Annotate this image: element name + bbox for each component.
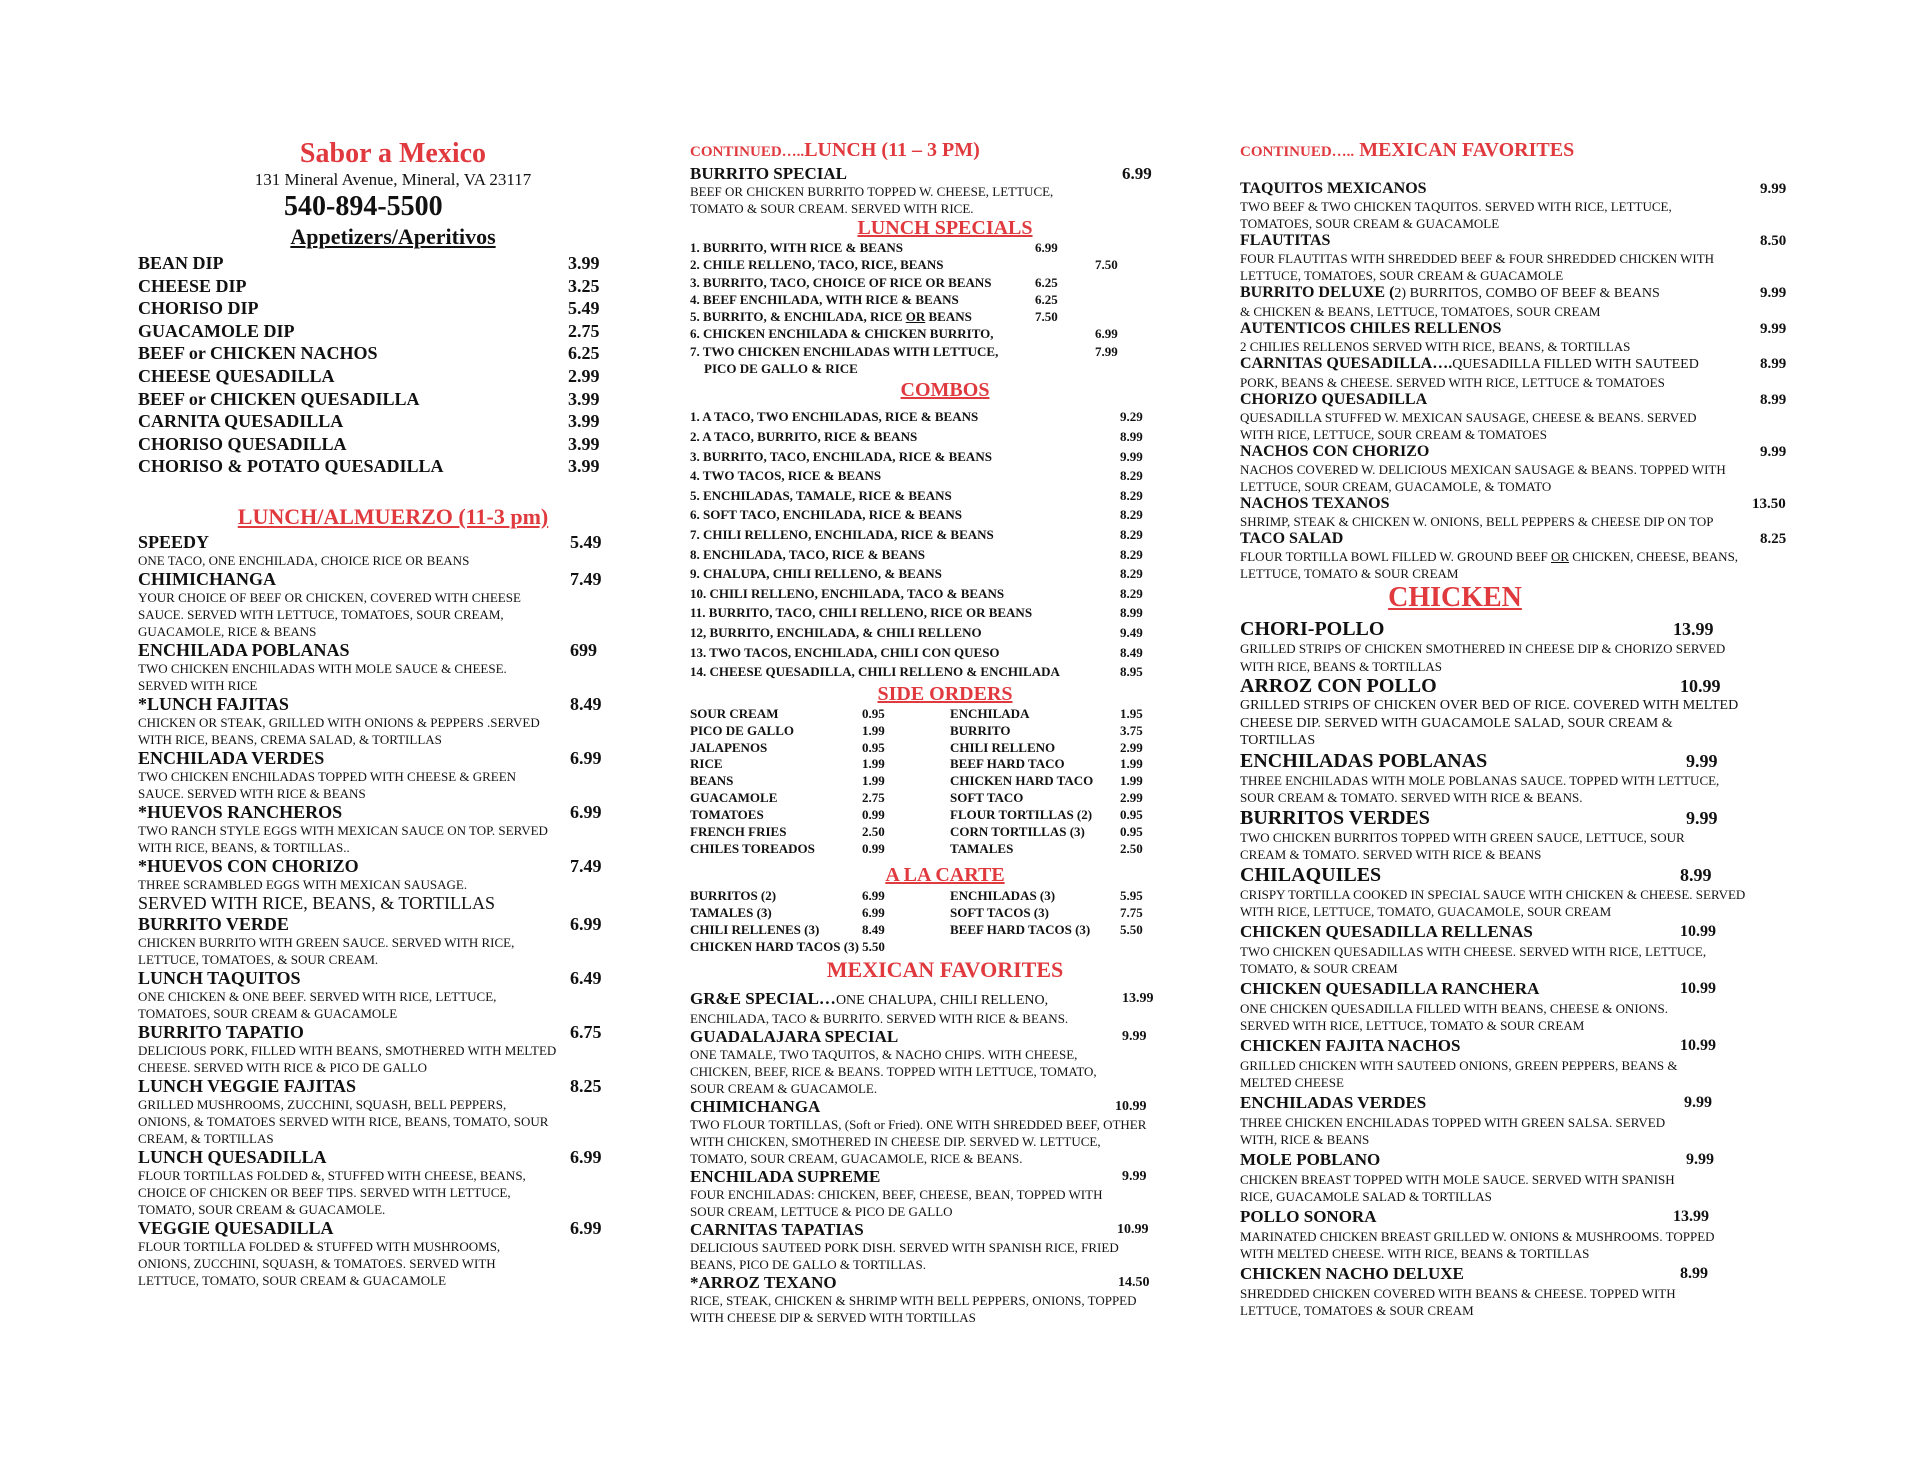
side-order-row: RICE 1.99 BEEF HARD TACO 1.99: [690, 756, 1143, 772]
combo-item: 6. SOFT TACO, ENCHILADA, RICE & BEANS 8.29: [690, 507, 1143, 523]
lunch-item: SPEEDY 5.49 ONE TACO, ONE ENCHILADA, CHOICE RICE OR BEANS: [138, 531, 602, 568]
favorite-item: GR&E SPECIAL…ONE CHALUPA, CHILI RELLENO, 13.99 ENCHILADA, TACO & BURRITO. SERVED WITH RICE & BEANS.: [690, 989, 1154, 1027]
menu-column-3: [1240, 138, 1790, 1320]
a-la-carte-title: A LA CARTE: [885, 863, 1005, 886]
a-la-carte-list: [690, 888, 1160, 956]
lunch-specials-list: [690, 239, 1160, 377]
menu-column-2: [690, 138, 1160, 1326]
lunch-item: BURRITO TAPATIO 6.75 DELICIOUS PORK, FILLED WITH BEANS, SMOTHERED WITH MELTED CHEESE. SERVED WITH RICE & PICO DE GALLO: [138, 1021, 602, 1075]
favorite-item: ENCHILADA SUPREME 9.99 FOUR ENCHILADAS: CHICKEN, BEEF, CHEESE, BEAN, TOPPED WITH SOUR CREAM, LETTUCE & PICO DE GALLO: [690, 1167, 1147, 1220]
lunch-special-item: 7. TWO CHICKEN ENCHILADAS WITH LETTUCE, 7.99: [690, 343, 1118, 359]
lunch-item: *LUNCH FAJITAS 8.49 CHICKEN OR STEAK, GRILLED WITH ONIONS & PEPPERS .SERVED WITH RICE, BEANS, CREMA SALAD, & TORTILLAS: [138, 693, 602, 747]
side-order-row: JALAPENOS 0.95 CHILI RELLENO 2.99: [690, 739, 1143, 755]
lunch-title: LUNCH/ALMUERZO (11-3 pm): [237, 503, 549, 529]
lunch-item: ENCHILADA POBLANAS 699 TWO CHICKEN ENCHILADAS WITH MOLE SAUCE & CHEESE. SERVED WITH RICE: [138, 639, 597, 693]
appetizer-item: CHORISO & POTATO QUESADILLA 3.99: [138, 456, 600, 477]
chicken-item: CHICKEN NACHO DELUXE 8.99 SHREDDED CHICKEN COVERED WITH BEANS & CHEESE. TOPPED WITH LETTUCE, TOMATOES & SOUR CREAM: [1240, 1263, 1708, 1318]
appetizers-title: Appetizers/Aperitivos: [290, 224, 496, 249]
appetizer-item: GUACAMOLE DIP 2.75: [138, 320, 600, 341]
a-la-carte-row: CHICKEN HARD TACOS (3) 5.50: [690, 938, 885, 954]
side-order-row: TOMATOES 0.99 FLOUR TORTILLAS (2) 0.95: [690, 807, 1143, 823]
lunch-specials-title: LUNCH SPECIALS: [857, 217, 1033, 239]
favorite-item: CHIMICHANGA 10.99 TWO FLOUR TORTILLAS, (Soft or Fried). ONE WITH SHREDDED BEEF, OTHER WITH CHICKEN, SMOTHERED IN CHEESE DIP. SERVED W. LETTUCE, TOMATO, SOUR CREAM, GUACAMOLE, RICE & BEANS.: [690, 1097, 1147, 1167]
favorite-item: GUADALAJARA SPECIAL 9.99 ONE TAMALE, TWO TAQUITOS, & NACHO CHIPS. WITH CHEESE, CHICKEN, BEEF, RICE & BEANS. TOPPED WITH LETTUCE, TOMATO, SOUR CREAM & GUACAMOLE.: [690, 1027, 1147, 1097]
a-la-carte-row: TAMALES (3) 6.99 SOFT TACOS (3) 7.75: [690, 904, 1143, 920]
menu-column-1: [138, 138, 608, 1289]
appetizer-item: BEEF or CHICKEN QUESADILLA 3.99: [138, 388, 600, 409]
chicken-item: ENCHILADAS POBLANAS 9.99 THREE ENCHILADAS WITH MOLE POBLANAS SAUCE. TOPPED WITH LETTUCE, SOUR CREAM & TOMATO. SERVED WITH RICE & BEANS.: [1240, 749, 1720, 805]
lunch-item: LUNCH TAQUITOS 6.49 ONE CHICKEN & ONE BEEF. SERVED WITH RICE, LETTUCE, TOMATOES, SOUR CREAM & GUACAMOLE: [138, 967, 602, 1021]
combo-item: 13. TWO TACOS, ENCHILADA, CHILI CON QUESO 8.49: [690, 644, 1143, 660]
appetizer-item: CHORISO QUESADILLA 3.99: [138, 433, 600, 454]
lunch-special-item: 2. CHILE RELLENO, TACO, RICE, BEANS 7.50: [690, 257, 1118, 273]
side-order-row: BEANS 1.99 CHICKEN HARD TACO 1.99: [690, 773, 1143, 789]
chicken-item: ARROZ CON POLLO 10.99 GRILLED STRIPS OF CHICKEN OVER BED OF RICE. COVERED WITH MELTED CHEESE DIP. SERVED WITH GUACAMOLE SALAD, SOUR CREAM & TORTILLAS: [1240, 675, 1739, 748]
restaurant-address: 131 Mineral Avenue, Mineral, VA 23117: [254, 170, 532, 189]
a-la-carte-row: BURRITOS (2) 6.99 ENCHILADAS (3) 5.95: [690, 887, 1143, 903]
favorite-item: *ARROZ TEXANO 14.50 RICE, STEAK, CHICKEN & SHRIMP WITH BELL PEPPERS, ONIONS, TOPPED WITH CHEESE DIP & SERVED WITH TORTILLAS: [690, 1273, 1150, 1326]
lunch-special-item: PICO DE GALLO & RICE: [704, 361, 858, 377]
favorites-continued-list: [1240, 180, 1790, 582]
chicken-title: CHICKEN: [1388, 582, 1522, 613]
lunch-item: *HUEVOS RANCHEROS 6.99 TWO RANCH STYLE EGGS WITH MEXICAN SAUCE ON TOP. SERVED WITH RICE, BEANS, & TORTILLAS..: [138, 801, 602, 855]
lunch-item: CHIMICHANGA 7.49 YOUR CHOICE OF BEEF OR CHICKEN, COVERED WITH CHEESE SAUCE. SERVED WITH LETTUCE, TOMATOES, SOUR CREAM, GUACAMOLE, RICE & BEANS: [138, 568, 602, 639]
chicken-item: BURRITOS VERDES 9.99 TWO CHICKEN BURRITOS TOPPED WITH GREEN SAUCE, LETTUCE, SOUR CREAM & TOMATO. SERVED WITH RICE & BEANS: [1240, 806, 1718, 862]
lunch-special-item: 3. BURRITO, TACO, CHOICE OF RICE OR BEANS 6.25: [690, 274, 1058, 290]
combo-item: 10. CHILI RELLENO, ENCHILADA, TACO & BEANS 8.29: [690, 585, 1143, 601]
chicken-item: CHICKEN FAJITA NACHOS 10.99 GRILLED CHICKEN WITH SAUTEED ONIONS, GREEN PEPPERS, BEANS & MELTED CHEESE: [1240, 1035, 1716, 1090]
chicken-item: CHORI-POLLO 13.99 GRILLED STRIPS OF CHICKEN SMOTHERED IN CHEESE DIP & CHORIZO SERVED WITH RICE, BEANS & TORTILLAS: [1240, 618, 1726, 674]
favorite-item: FLAUTITAS 8.50 FOUR FLAUTITAS WITH SHREDDED BEEF & FOUR SHREDDED CHICKEN WITH LETTUCE, TOMATOES, SOUR CREAM & GUACAMOLE: [1240, 232, 1787, 283]
lunch-list: [138, 532, 608, 1289]
chicken-item: CHILAQUILES 8.99 CRISPY TORTILLA COOKED IN SPECIAL SAUCE WITH CHICKEN & CHEESE. SERVED WITH RICE, LETTUCE, TOMATO, GUACAMOLE, SOUR CREAM: [1240, 863, 1746, 919]
appetizer-item: BEAN DIP 3.99: [138, 253, 600, 273]
lunch-item: ENCHILADA VERDES 6.99 TWO CHICKEN ENCHILADAS TOPPED WITH CHEESE & GREEN SAUCE. SERVED WITH RICE & BEANS: [138, 747, 602, 801]
side-order-row: SOUR CREAM 0.95 ENCHILADA 1.95: [690, 705, 1143, 721]
burrito-special-item: BURRITO SPECIAL 6.99 BEEF OR CHICKEN BURRITO TOPPED W. CHEESE, LETTUCE, TOMATO & SOUR CREAM. SERVED WITH RICE.: [690, 164, 1152, 216]
lunch-item: BURRITO VERDE 6.99 CHICKEN BURRITO WITH GREEN SAUCE. SERVED WITH RICE, LETTUCE, TOMATOES, & SOUR CREAM.: [138, 913, 602, 967]
appetizer-item: CHEESE QUESADILLA 2.99: [138, 365, 600, 386]
combo-item: 11. BURRITO, TACO, CHILI RELLENO, RICE OR BEANS 8.99: [690, 605, 1143, 621]
chicken-item: MOLE POBLANO 9.99 CHICKEN BREAST TOPPED WITH MOLE SAUCE. SERVED WITH SPANISH RICE, GUACAMOLE SALAD & TORTILLAS: [1240, 1149, 1714, 1204]
combos-title: COMBOS: [900, 379, 990, 402]
favorite-item: TACO SALAD 8.25 FLOUR TORTILLA BOWL FILLED W. GROUND BEEF OR CHICKEN, CHEESE, BEANS, LETTUCE, TOMATO & SOUR CREAM: [1240, 530, 1787, 581]
combo-item: 3. BURRITO, TACO, ENCHILADA, RICE & BEANS 9.99: [690, 448, 1143, 464]
lunch-special-item: 6. CHICKEN ENCHILADA & CHICKEN BURRITO, 6.99: [690, 326, 1118, 342]
favorite-item: CARNITAS TAPATIAS 10.99 DELICIOUS SAUTEED PORK DISH. SERVED WITH SPANISH RICE, FRIED BEANS, PICO DE GALLO & TORTILLAS.: [690, 1220, 1149, 1273]
favorite-item: NACHOS TEXANOS 13.50 SHRIMP, STEAK & CHICKEN W. ONIONS, BELL PEPPERS & CHEESE DIP ON TOP: [1240, 495, 1786, 529]
combo-item: 7. CHILI RELLENO, ENCHILADA, RICE & BEANS 8.29: [690, 526, 1143, 542]
lunch-special-item: 4. BEEF ENCHILADA, WITH RICE & BEANS 6.25: [690, 291, 1058, 307]
lunch-item: VEGGIE QUESADILLA 6.99 FLOUR TORTILLA FOLDED & STUFFED WITH MUSHROOMS, ONIONS, ZUCCHINI, SQUASH, & TOMATOES. SERVED WITH LETTUCE, TOMATO, SOUR CREAM & GUACAMOLE: [138, 1217, 602, 1288]
combo-item: 1. A TACO, TWO ENCHILADAS, RICE & BEANS 9.29: [690, 409, 1143, 425]
combo-item: 12, BURRITO, ENCHILADA, & CHILI RELLENO 9.49: [690, 624, 1143, 640]
lunch-continued-heading: CONTINUED…..LUNCH (11 – 3 PM): [690, 139, 980, 161]
appetizer-item: CHEESE DIP 3.25: [138, 275, 600, 296]
combo-item: 14. CHEESE QUESADILLA, CHILI RELLENO & ENCHILADA 8.95: [690, 664, 1143, 680]
favorite-item: TAQUITOS MEXICANOS 9.99 TWO BEEF & TWO CHICKEN TAQUITOS. SERVED WITH RICE, LETTUCE, TOMATOES, SOUR CREAM & GUACAMOLE: [1240, 180, 1787, 231]
lunch-special-item: 5. BURRITO, & ENCHILADA, RICE OR BEANS 7.50: [690, 309, 1058, 325]
chicken-list: [1240, 618, 1790, 1320]
restaurant-phone: 540-894-5500: [284, 191, 443, 222]
lunch-special-item: 1. BURRITO, WITH RICE & BEANS 6.99: [690, 240, 1058, 255]
side-orders-list: [690, 706, 1160, 858]
favorite-item: CHORIZO QUESADILLA 8.99 QUESADILLA STUFFED W. MEXICAN SAUSAGE, CHEESE & BEANS. SERVED WITH RICE, LETTUCE, SOUR CREAM & TOMATOES: [1240, 391, 1787, 442]
chicken-item: CHICKEN QUESADILLA RELLENAS 10.99 TWO CHICKEN QUESADILLAS WITH CHEESE. SERVED WITH RICE, LETTUCE, TOMATO, & SOUR CREAM: [1240, 921, 1716, 976]
favorites-continued-heading: CONTINUED….. MEXICAN FAVORITES: [1240, 139, 1575, 161]
favorite-item: AUTENTICOS CHILES RELLENOS 9.99 2 CHILIES RELLENOS SERVED WITH RICE, BEANS, & TORTILLAS: [1240, 320, 1787, 354]
appetizer-item: BEEF or CHICKEN NACHOS 6.25: [138, 343, 600, 364]
combo-item: 9. CHALUPA, CHILI RELLENO, & BEANS 8.29: [690, 566, 1143, 582]
combo-item: 4. TWO TACOS, RICE & BEANS 8.29: [690, 468, 1143, 484]
favorite-item: NACHOS CON CHORIZO 9.99 NACHOS COVERED W. DELICIOUS MEXICAN SAUSAGE & BEANS. TOPPED WITH LETTUCE, SOUR CREAM, GUACAMOLE, & TOMATO: [1240, 443, 1787, 494]
lunch-item: LUNCH VEGGIE FAJITAS 8.25 GRILLED MUSHROOMS, ZUCCHINI, SQUASH, BELL PEPPERS, ONIONS, & TOMATOES SERVED WITH RICE, BEANS, TOMATO, SOUR CREAM, & TORTILLAS: [138, 1075, 602, 1146]
side-orders-title: SIDE ORDERS: [877, 682, 1013, 705]
chicken-item: CHICKEN QUESADILLA RANCHERA 10.99 ONE CHICKEN QUESADILLA FILLED WITH BEANS, CHEESE & ONIONS. SERVED WITH RICE, LETTUCE, TOMATO & SOUR CREAM: [1240, 978, 1716, 1033]
appetizers-list: [138, 252, 608, 478]
combos-list: [690, 407, 1160, 681]
side-order-row: PICO DE GALLO 1.99 BURRITO 3.75: [690, 722, 1143, 738]
combo-item: 2. A TACO, BURRITO, RICE & BEANS 8.99: [690, 428, 1143, 444]
mexican-favorites-title: MEXICAN FAVORITES: [826, 957, 1064, 983]
favorite-item: BURRITO DELUXE (2) BURRITOS, COMBO OF BEEF & BEANS 9.99 & CHICKEN & BEANS, LETTUCE, TOMATOES, SOUR CREAM: [1240, 284, 1787, 319]
mexican-favorites-list: [690, 989, 1160, 1326]
appetizer-item: CARNITA QUESADILLA 3.99: [138, 411, 600, 432]
chicken-item: POLLO SONORA 13.99 MARINATED CHICKEN BREAST GRILLED W. ONIONS & MUSHROOMS. TOPPED WITH MELTED CHEESE. WITH RICE, BEANS & TORTILLAS: [1240, 1206, 1715, 1261]
lunch-item: *HUEVOS CON CHORIZO 7.49 THREE SCRAMBLED EGGS WITH MEXICAN SAUSAGE. SERVED WITH RICE, BEANS, & TORTILLAS: [138, 855, 602, 913]
appetizer-item: CHORISO DIP 5.49: [138, 298, 600, 319]
restaurant-name: Sabor a Mexico: [299, 138, 487, 169]
side-order-row: GUACAMOLE 2.75 SOFT TACO 2.99: [690, 790, 1143, 806]
combo-item: 8. ENCHILADA, TACO, RICE & BEANS 8.29: [690, 546, 1143, 562]
a-la-carte-row: CHILI RELLENES (3) 8.49 BEEF HARD TACOS (3) 5.50: [690, 921, 1143, 937]
side-order-row: CHILES TOREADOS 0.99 TAMALES 2.50: [690, 840, 1143, 856]
chicken-item: ENCHILADAS VERDES 9.99 THREE CHICKEN ENCHILADAS TOPPED WITH GREEN SALSA. SERVED WITH, RICE & BEANS: [1240, 1092, 1712, 1147]
combo-item: 5. ENCHILADAS, TAMALE, RICE & BEANS 8.29: [690, 487, 1143, 503]
favorite-item: CARNITAS QUESADILLA….QUESADILLA FILLED WITH SAUTEED 8.99 PORK, BEANS & CHEESE. SERVED WITH RICE, LETTUCE & TOMATOES: [1240, 355, 1787, 390]
side-order-row: FRENCH FRIES 2.50 CORN TORTILLAS (3) 0.95: [690, 824, 1143, 840]
lunch-item: LUNCH QUESADILLA 6.99 FLOUR TORTILLAS FOLDED &, STUFFED WITH CHEESE, BEANS, CHOICE OF CHICKEN OR BEEF TIPS. SERVED WITH LETTUCE, TOMATO, SOUR CREAM & GUACAMOLE.: [138, 1146, 602, 1217]
